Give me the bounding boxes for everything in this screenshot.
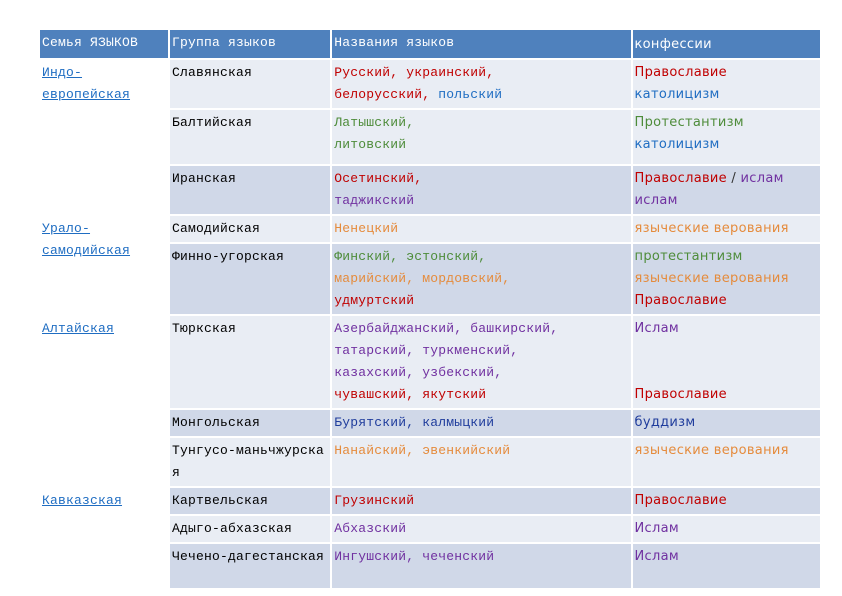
confession-text: Ислам <box>634 549 679 564</box>
header-group: Группа языков <box>170 30 330 58</box>
confession-text: Православие <box>634 387 727 402</box>
names-cell <box>332 110 630 164</box>
confession-cell <box>633 60 820 108</box>
confession-text: протестантизм <box>634 249 743 264</box>
family-altaic[interactable]: Алтайская <box>42 321 115 336</box>
confession-cell <box>633 516 820 542</box>
header-family: Семья ЯЗЫКОВ <box>40 30 168 58</box>
confession-cell <box>633 216 820 242</box>
lang-text: таджикский <box>334 193 415 208</box>
header-names: Названия языков <box>332 30 630 58</box>
confession-text: языческие верования <box>634 271 789 286</box>
names-cell <box>332 438 630 486</box>
lang-text: Абхазский <box>334 521 407 536</box>
table-row <box>40 216 820 242</box>
lang-text: Нанайский, эвенкийский <box>334 443 511 458</box>
lang-text: Финский, эстонский, <box>334 249 487 264</box>
names-cell <box>332 60 630 108</box>
confession-text: Православие <box>634 293 727 308</box>
group-cell: Славянская <box>170 60 330 108</box>
lang-text: Грузинский <box>334 493 415 508</box>
confession-text: языческие верования <box>634 221 789 236</box>
group-cell: Балтийская <box>170 110 330 164</box>
confession-cell <box>633 316 820 408</box>
lang-text: Бурятский, калмыцкий <box>334 415 495 430</box>
names-cell <box>332 544 630 588</box>
names-cell <box>332 410 630 436</box>
group-cell: Адыго-абхазская <box>170 516 330 542</box>
lang-text: казахский, узбекский, <box>334 365 503 380</box>
confession-text: буддизм <box>634 415 696 430</box>
lang-text: чувашский, якутский <box>334 387 487 402</box>
languages-table-container <box>38 28 820 590</box>
names-cell <box>332 516 630 542</box>
family-cell <box>40 488 168 588</box>
lang-text: удмуртский <box>334 293 415 308</box>
header-row <box>40 30 820 58</box>
lang-text: Ненецкий <box>334 221 399 236</box>
confession-text: католицизм <box>634 87 720 102</box>
names-cell <box>332 488 630 514</box>
group-cell: Тюркская <box>170 316 330 408</box>
confession-text: католицизм <box>634 137 720 152</box>
confession-cell <box>633 244 820 314</box>
group-cell: Монгольская <box>170 410 330 436</box>
group-cell: Картвельская <box>170 488 330 514</box>
confession-cell <box>633 110 820 164</box>
lang-text: татарский, туркменский, <box>334 343 519 358</box>
family-cell <box>40 60 168 214</box>
confession-text: Ислам <box>634 521 679 536</box>
table-row <box>40 488 820 514</box>
header-confession: конфессии <box>633 30 820 58</box>
names-cell <box>332 166 630 214</box>
table-row <box>40 60 820 108</box>
group-cell: Самодийская <box>170 216 330 242</box>
confession-text: Православие <box>634 493 727 508</box>
lang-text: Латышский, <box>334 115 415 130</box>
lang-text: польский <box>438 87 503 102</box>
confession-cell <box>633 410 820 436</box>
group-cell: Иранская <box>170 166 330 214</box>
confession-text: Православие <box>634 65 727 80</box>
names-cell <box>332 216 630 242</box>
lang-text: марийский, мордовский, <box>334 271 511 286</box>
family-cell <box>40 316 168 486</box>
confession-text: Протестантизм <box>634 115 744 130</box>
languages-table <box>38 28 822 590</box>
lang-text: Русский, украинский, <box>334 65 495 80</box>
confession-text: ислам <box>634 193 678 208</box>
confession-text: языческие верования <box>634 443 789 458</box>
names-cell <box>332 316 630 408</box>
group-cell: Тунгусо-маньчжурская <box>170 438 330 486</box>
lang-text: Азербайджанский, башкирский, <box>334 321 559 336</box>
family-caucasian[interactable]: Кавказская <box>42 493 123 508</box>
lang-text: белорусский, <box>334 87 431 102</box>
lang-text: литовский <box>334 137 407 152</box>
names-cell <box>332 244 630 314</box>
table-row <box>40 316 820 408</box>
family-cell <box>40 216 168 314</box>
lang-text: Ингушский, чеченский <box>334 549 495 564</box>
confession-cell: Православие / ислам ислам <box>633 166 820 214</box>
lang-text: Осетинский, <box>334 171 423 186</box>
confession-cell <box>633 544 820 588</box>
group-cell: Чечено-дагестанская <box>170 544 330 588</box>
confession-text: Ислам <box>634 321 679 336</box>
group-cell: Финно-угорская <box>170 244 330 314</box>
family-uralic[interactable]: Урало-самодийская <box>42 221 131 258</box>
confession-cell <box>633 488 820 514</box>
confession-cell <box>633 438 820 486</box>
family-indo-european[interactable]: Индо-европейская <box>42 65 131 102</box>
